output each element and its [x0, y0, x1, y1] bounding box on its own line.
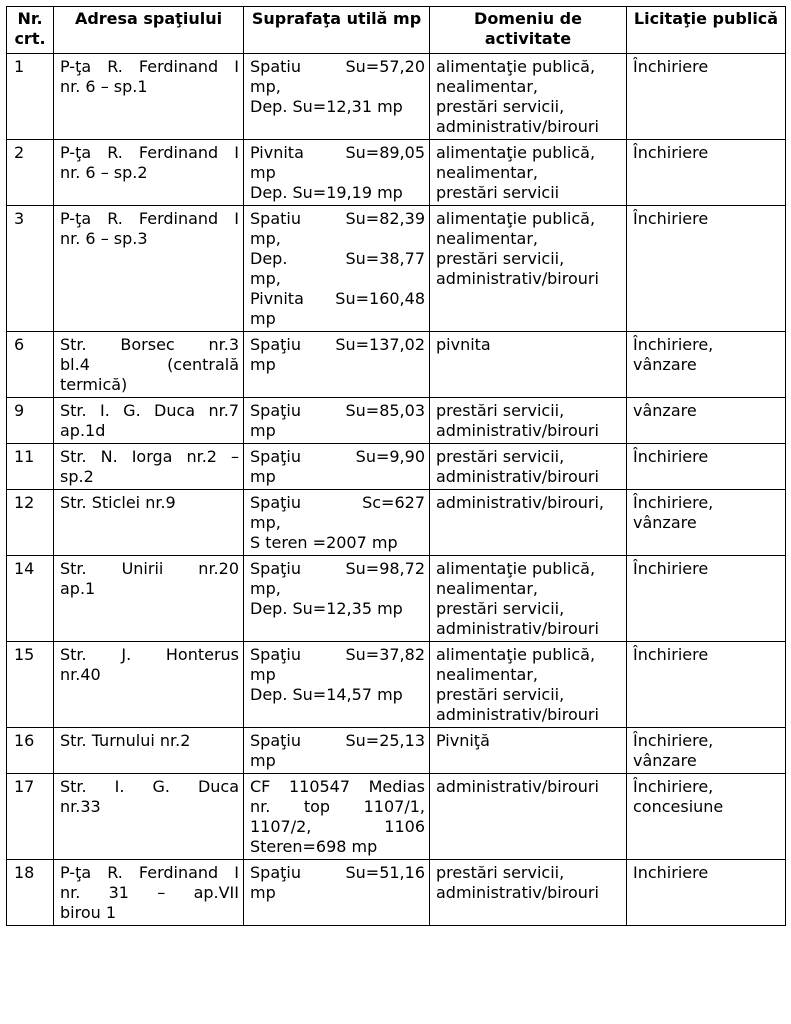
cell-line: administrativ/birouri, — [436, 493, 605, 512]
cell-line: mp, — [250, 229, 281, 248]
cell-line: prestări servicii, — [436, 863, 565, 882]
cell-adresa — [54, 728, 244, 774]
cell-line: P-ţa R. Ferdinand I — [60, 209, 239, 228]
cell-line: Închiriere, — [633, 335, 714, 354]
cell-line: Str. Turnului nr.2 — [60, 731, 191, 750]
cell-line: mp, — [250, 579, 281, 598]
header-domeniu: Domeniu de activitate — [430, 7, 627, 54]
cell-line: alimentaţie publică, — [436, 559, 596, 578]
cell-line: nealimentar, — [436, 163, 538, 182]
cell-line: Str. N. Iorga nr.2 – — [60, 447, 239, 466]
cell-line: ap.1 — [60, 579, 96, 598]
cell-licitatie — [627, 206, 786, 332]
cell-nr-crt: 18 — [7, 860, 54, 926]
cell-nr-crt: 9 — [7, 398, 54, 444]
cell-adresa — [54, 398, 244, 444]
cell-line: Spaţiu Su=37,82 — [250, 645, 425, 664]
cell-line: alimentaţie publică, — [436, 645, 596, 664]
cell-line: Dep. Su=19,19 mp — [250, 183, 403, 202]
table-row — [7, 206, 786, 332]
cell-line: nealimentar, — [436, 77, 538, 96]
cell-line: mp, — [250, 269, 281, 288]
cell-line: Închiriere — [633, 143, 709, 162]
cell-line: Spaţiu Su=98,72 — [250, 559, 425, 578]
cell-line: administrativ/birouri — [436, 269, 599, 288]
cell-nr-crt: 2 — [7, 140, 54, 206]
cell-line: Spaţiu Sc=627 — [250, 493, 425, 512]
cell-line: bl.4 (centrală — [60, 355, 239, 374]
cell-line: S teren =2007 mp — [250, 533, 398, 552]
cell-line: nealimentar, — [436, 229, 538, 248]
cell-suprafata — [244, 556, 430, 642]
cell-licitatie — [627, 332, 786, 398]
cell-line: vânzare — [633, 401, 697, 420]
cell-line: administrativ/birouri — [436, 777, 599, 796]
cell-suprafata — [244, 206, 430, 332]
cell-line: Spaţiu Su=51,16 — [250, 863, 425, 882]
cell-line: mp — [250, 665, 276, 684]
cell-domeniu — [430, 728, 627, 774]
cell-line: Spaţiu Su=25,13 — [250, 731, 425, 750]
cell-line: alimentaţie publică, — [436, 209, 596, 228]
cell-line: prestări servicii, — [436, 685, 565, 704]
cell-line: CF 110547 Medias — [250, 777, 425, 796]
cell-domeniu — [430, 642, 627, 728]
table-body — [7, 54, 786, 926]
cell-line: Închiriere — [633, 645, 709, 664]
table-row — [7, 54, 786, 140]
cell-line: nr. top 1107/1, — [250, 797, 425, 816]
cell-line: vânzare — [633, 513, 697, 532]
cell-line: alimentaţie publică, — [436, 57, 596, 76]
cell-line: Închiriere — [633, 209, 709, 228]
cell-line: mp, — [250, 513, 281, 532]
cell-suprafata — [244, 860, 430, 926]
cell-nr-crt: 14 — [7, 556, 54, 642]
cell-line: pivnita — [436, 335, 491, 354]
cell-adresa — [54, 860, 244, 926]
cell-line: prestări servicii, — [436, 249, 565, 268]
cell-line: mp — [250, 751, 276, 770]
cell-line: P-ţa R. Ferdinand I — [60, 57, 239, 76]
cell-line: Str. J. Honterus — [60, 645, 239, 664]
table-header — [7, 7, 786, 54]
table-row — [7, 642, 786, 728]
cell-line: nr. 31 – ap.VII — [60, 883, 239, 902]
header-adresa: Adresa spaţiului — [54, 7, 244, 54]
table-row — [7, 398, 786, 444]
cell-line: nr. 6 – sp.1 — [60, 77, 148, 96]
cell-suprafata — [244, 140, 430, 206]
cell-suprafata — [244, 728, 430, 774]
cell-licitatie — [627, 490, 786, 556]
cell-suprafata — [244, 398, 430, 444]
cell-line: nr.40 — [60, 665, 101, 684]
cell-line: nr. 6 – sp.2 — [60, 163, 148, 182]
cell-line: Pivnita Su=89,05 — [250, 143, 425, 162]
cell-line: Spaţiu Su=9,90 — [250, 447, 425, 466]
spaces-table — [6, 6, 786, 926]
table-row — [7, 774, 786, 860]
cell-licitatie — [627, 728, 786, 774]
cell-domeniu — [430, 398, 627, 444]
cell-line: administrativ/birouri — [436, 883, 599, 902]
cell-nr-crt: 15 — [7, 642, 54, 728]
table-row — [7, 140, 786, 206]
cell-line: sp.2 — [60, 467, 94, 486]
cell-line: alimentaţie publică, — [436, 143, 596, 162]
cell-line: nealimentar, — [436, 665, 538, 684]
cell-line: Steren=698 mp — [250, 837, 378, 856]
cell-nr-crt: 17 — [7, 774, 54, 860]
cell-suprafata — [244, 54, 430, 140]
cell-line: prestări servicii, — [436, 401, 565, 420]
cell-line: Dep. Su=38,77 — [250, 249, 425, 268]
cell-suprafata — [244, 774, 430, 860]
cell-line: Pivnita Su=160,48 — [250, 289, 425, 308]
cell-line: administrativ/birouri — [436, 705, 599, 724]
cell-line: mp — [250, 467, 276, 486]
cell-line: Spatiu Su=57,20 — [250, 57, 425, 76]
cell-nr-crt: 12 — [7, 490, 54, 556]
cell-line: prestări servicii, — [436, 599, 565, 618]
cell-line: Închiriere, — [633, 493, 714, 512]
cell-line: prestări servicii — [436, 183, 560, 202]
cell-line: Dep. Su=12,31 mp — [250, 97, 403, 116]
cell-line: mp — [250, 421, 276, 440]
cell-licitatie — [627, 860, 786, 926]
cell-line: Dep. Su=12,35 mp — [250, 599, 403, 618]
table-row — [7, 332, 786, 398]
cell-line: Inchiriere — [633, 863, 709, 882]
cell-line: prestări servicii, — [436, 97, 565, 116]
cell-adresa — [54, 444, 244, 490]
cell-domeniu — [430, 54, 627, 140]
cell-suprafata — [244, 490, 430, 556]
cell-line: Spaţiu Su=85,03 — [250, 401, 425, 420]
cell-line: Str. Sticlei nr.9 — [60, 493, 176, 512]
cell-line: Spatiu Su=82,39 — [250, 209, 425, 228]
cell-domeniu — [430, 490, 627, 556]
cell-domeniu — [430, 860, 627, 926]
cell-suprafata — [244, 642, 430, 728]
cell-line: P-ţa R. Ferdinand I — [60, 863, 239, 882]
header-row — [7, 7, 786, 54]
cell-line: birou 1 — [60, 903, 117, 922]
cell-licitatie — [627, 398, 786, 444]
cell-line: Str. I. G. Duca — [60, 777, 239, 796]
cell-domeniu — [430, 332, 627, 398]
cell-line: Str. Unirii nr.20 — [60, 559, 239, 578]
cell-line: Str. I. G. Duca nr.7 — [60, 401, 239, 420]
cell-line: Str. Borsec nr.3 — [60, 335, 239, 354]
cell-adresa — [54, 206, 244, 332]
cell-line: 1107/2, 1106 — [250, 817, 425, 836]
cell-suprafata — [244, 332, 430, 398]
cell-nr-crt: 3 — [7, 206, 54, 332]
cell-line: Închiriere, — [633, 777, 714, 796]
cell-adresa — [54, 556, 244, 642]
cell-line: vânzare — [633, 751, 697, 770]
cell-nr-crt: 11 — [7, 444, 54, 490]
cell-line: Pivniţă — [436, 731, 490, 750]
table-row — [7, 860, 786, 926]
cell-adresa — [54, 490, 244, 556]
cell-domeniu — [430, 140, 627, 206]
cell-line: mp, — [250, 77, 281, 96]
cell-line: Închiriere, — [633, 731, 714, 750]
cell-line: termică) — [60, 375, 128, 394]
cell-nr-crt: 1 — [7, 54, 54, 140]
cell-licitatie — [627, 774, 786, 860]
cell-adresa — [54, 774, 244, 860]
table-row — [7, 728, 786, 774]
cell-nr-crt: 16 — [7, 728, 54, 774]
cell-domeniu — [430, 774, 627, 860]
cell-line: vânzare — [633, 355, 697, 374]
cell-domeniu — [430, 444, 627, 490]
cell-domeniu — [430, 206, 627, 332]
document-page — [6, 6, 785, 926]
cell-line: Dep. Su=14,57 mp — [250, 685, 403, 704]
table-row — [7, 556, 786, 642]
cell-licitatie — [627, 642, 786, 728]
cell-domeniu — [430, 556, 627, 642]
cell-nr-crt: 6 — [7, 332, 54, 398]
cell-line: prestări servicii, — [436, 447, 565, 466]
header-nr-crt: Nr. crt. — [7, 7, 54, 54]
cell-line: concesiune — [633, 797, 724, 816]
cell-line: administrativ/birouri — [436, 117, 599, 136]
header-suprafata: Suprafaţa utilă mp — [244, 7, 430, 54]
cell-adresa — [54, 54, 244, 140]
cell-line: Închiriere — [633, 447, 709, 466]
cell-adresa — [54, 642, 244, 728]
cell-line: P-ţa R. Ferdinand I — [60, 143, 239, 162]
cell-line: ap.1d — [60, 421, 106, 440]
cell-line: administrativ/birouri — [436, 467, 599, 486]
table-row — [7, 490, 786, 556]
cell-line: mp — [250, 355, 276, 374]
table-row — [7, 444, 786, 490]
cell-line: mp — [250, 163, 276, 182]
cell-suprafata — [244, 444, 430, 490]
header-licitatie: Licitaţie publică — [627, 7, 786, 54]
cell-line: Închiriere — [633, 57, 709, 76]
cell-adresa — [54, 332, 244, 398]
cell-line: Spaţiu Su=137,02 — [250, 335, 425, 354]
cell-line: Închiriere — [633, 559, 709, 578]
cell-line: administrativ/birouri — [436, 619, 599, 638]
cell-licitatie — [627, 444, 786, 490]
cell-licitatie — [627, 556, 786, 642]
cell-licitatie — [627, 140, 786, 206]
cell-licitatie — [627, 54, 786, 140]
cell-adresa — [54, 140, 244, 206]
cell-line: nr.33 — [60, 797, 101, 816]
cell-line: nealimentar, — [436, 579, 538, 598]
cell-line: mp — [250, 883, 276, 902]
cell-line: nr. 6 – sp.3 — [60, 229, 148, 248]
cell-line: mp — [250, 309, 276, 328]
cell-line: administrativ/birouri — [436, 421, 599, 440]
